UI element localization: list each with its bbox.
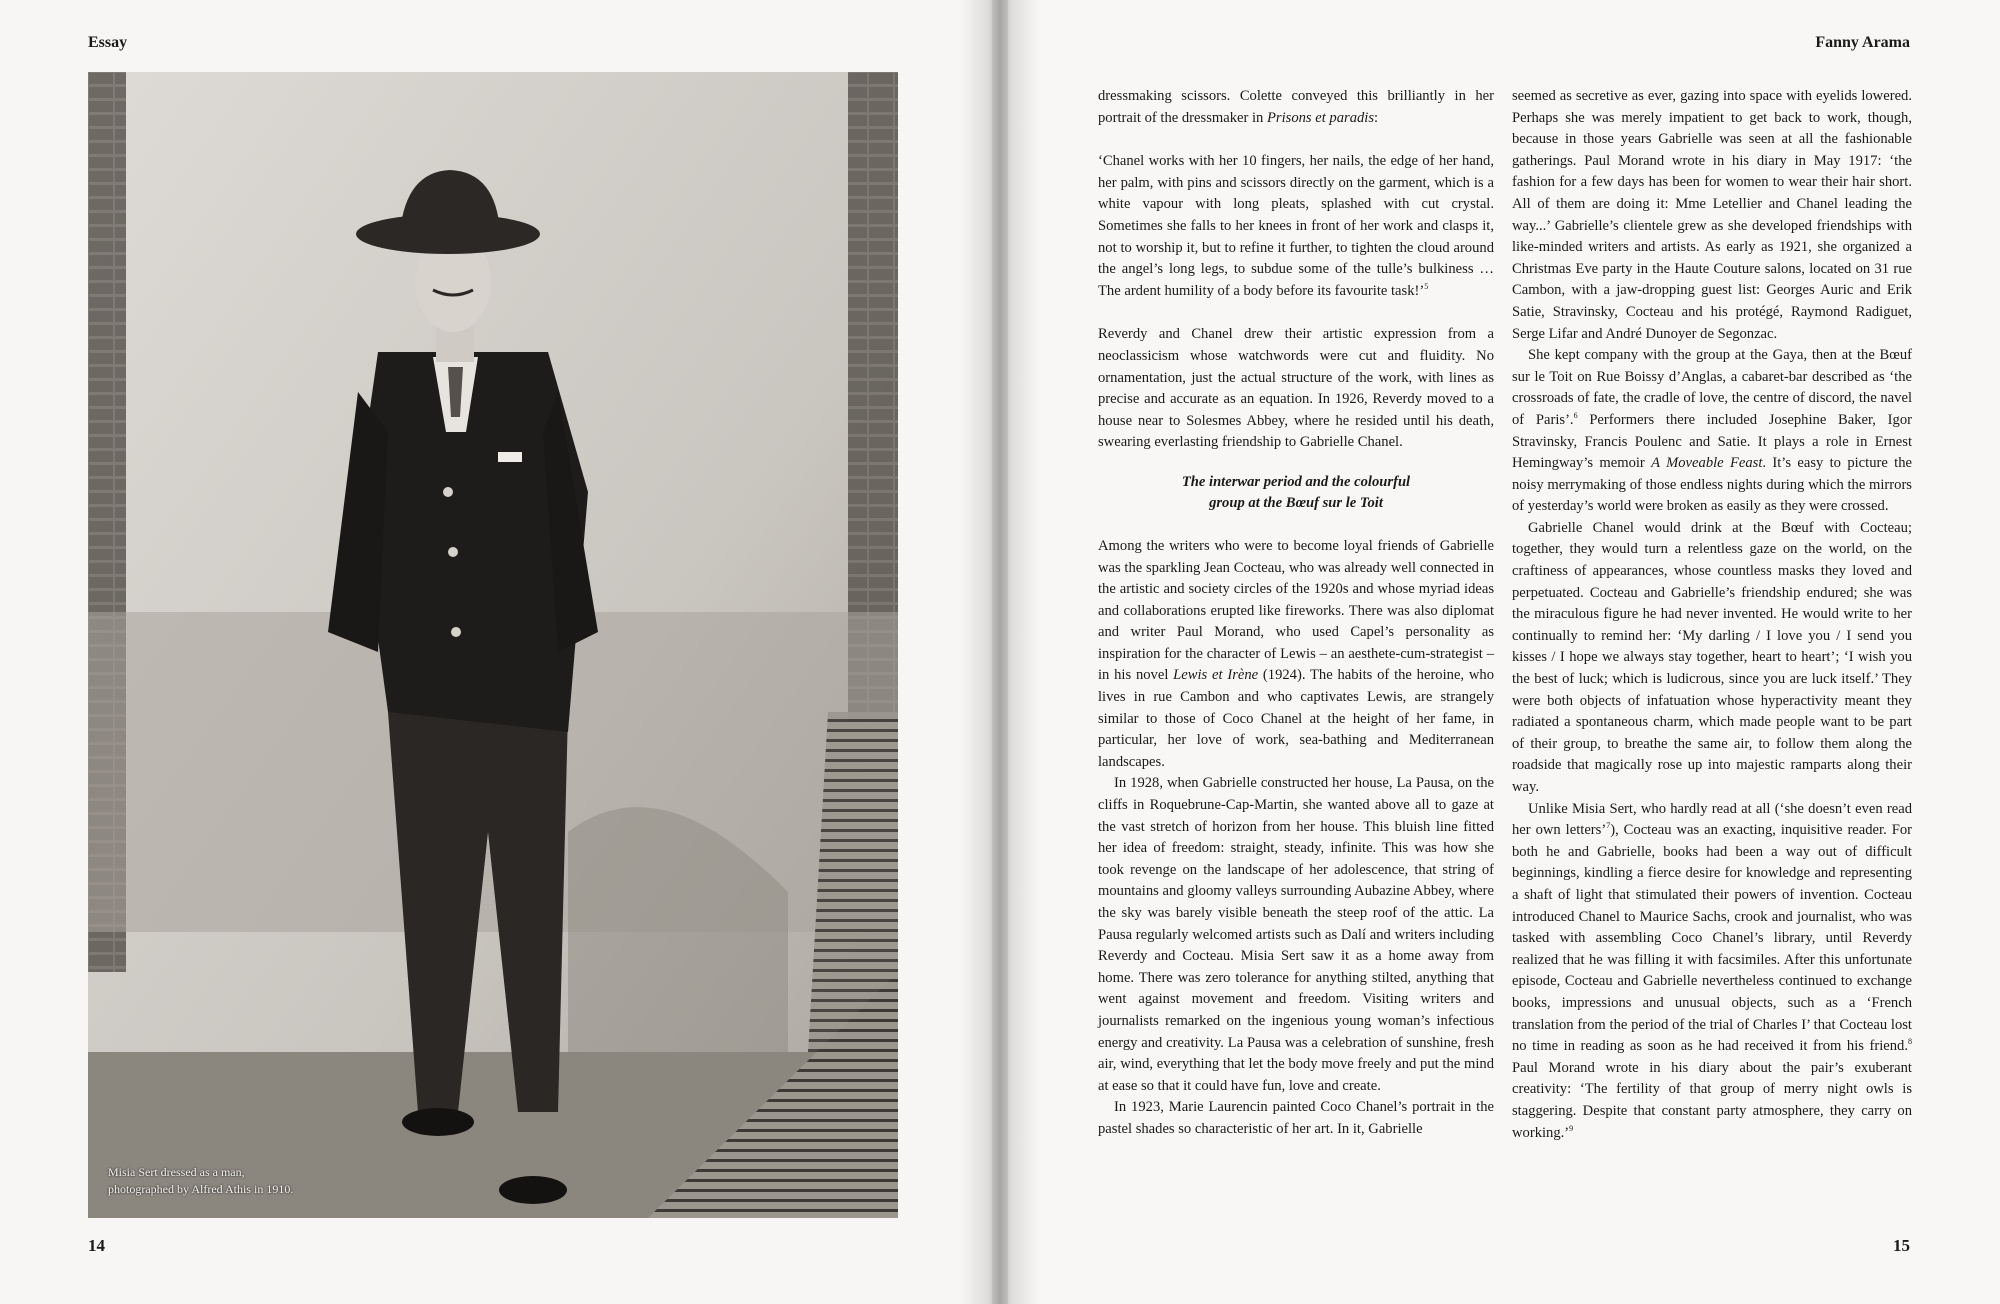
footnote-ref: 5 — [1424, 281, 1429, 291]
footnote-ref: 7 — [1606, 821, 1611, 831]
running-head-right: Fanny Arama — [1815, 34, 1910, 51]
paragraph: dressmaking scissors. Colette conveyed this brilliantly in her portrait of the dressmaker in Prisons et paradis: — [1098, 88, 1494, 126]
photograph-illustration — [88, 72, 898, 1218]
paragraph: In 1923, Marie Laurencin painted Coco Chanel’s portrait in the pastel shades so characteristic of her art. In it, Gabrielle — [1098, 1099, 1494, 1137]
footnote-ref: 6 — [1573, 411, 1578, 421]
footnote-ref: 8 — [1908, 1037, 1912, 1047]
page-number-right: 15 — [1893, 1236, 1910, 1255]
paragraph: Reverdy and Chanel drew their artistic expression from a neoclassicism whose watchwords were cut and fluidity. No ornamentation, just the actual structure of the work, with lines as precise and accurate as an equation. In 1926, Reverdy moved to a house near to Solesmes Abbey, where he resided until his death, swearing everlasting friendship to Gabrielle Chanel. — [1098, 326, 1494, 451]
text-column-1 — [1098, 86, 1494, 1141]
running-head-left: Essay — [88, 34, 128, 51]
section-subheading: The interwar period and the colourful group at the Bœuf sur le Toit — [1181, 473, 1411, 511]
paragraph: seemed as secretive as ever, gazing into space with eyelids lowered. Perhaps she was merely impatient to get back to work, though, because in those years Gabrielle was seen at all the fashionable gatherings. Paul Morand wrote in his diary in May 1917: ‘the fashion for a few days has been for women to wear their hair short. All of them are doing it: Mme Letellier and Chanel leading the way...’ Gabrielle’s clientele grew as she developed friendships with like-minded writers and artists. As early as 1921, she organized a Christmas Eve party in the Haute Couture salons, located on 31 rue Cambon, with a jaw-dropping guest list: Georges Auric and Erik Satie, Stravinsky, Cocteau and his protégé, Raymond Radiguet, Serge Lifar and André Dunoyer de Segonzac. — [1512, 88, 1912, 342]
photo-caption — [108, 1164, 348, 1198]
paragraph: Gabrielle Chanel would drink at the Bœuf with Cocteau; together, they would turn a relentless gaze on the world, on the craftiness of appearances, whose countless masks they loved and perpetuated. Cocteau and Gabrielle’s friendship endured; she was the miraculous figure he had never invented. He would write to her continually to remind her: ‘My darling / I love you / I send you kisses / I hope we always stay together, heart to heart’; ‘I wish you the best of luck; which is ludicrous, since you are luck itself.’ They were both objects of infatuation whose hyperactivity meant they radiated a spontaneous charm, which made people want to be part of their group, to breathe the same air, to follow them along the roadside that magically rose up into majestic ramparts along their way. — [1512, 519, 1912, 795]
left-page — [0, 0, 992, 1304]
footnote-ref: 9 — [1569, 1123, 1574, 1133]
page-number-left: 14 — [88, 1236, 105, 1255]
text-column-2 — [1512, 86, 1912, 1144]
photograph-misia-sert — [88, 72, 898, 1218]
paragraph: In 1928, when Gabrielle constructed her house, La Pausa, on the cliffs in Roquebrune-Cap-Martin, she wanted above all to gaze at the vast stretch of horizon from her house. This bluish line fitted her idea of freedom: straight, steady, infinite. This was how she took revenge on the landscape of her adolescence, that string of mountains and gloomy valleys surrounding Aubazine Abbey, where the sky was barely visible beneath the steep roof of the attic. La Pausa regularly welcomed artists such as Dalí and writers including Reverdy and Cocteau. Misia Sert saw it as a home away from home. There was zero tolerance for anything stilted, anything that went against movement and freedom. Visiting writers and journalists remarked on the ingenious young woman’s infectious energy and creativity. La Pausa was a celebration of sunshine, fresh air, wind, everything that let the body move freely and put the mind at ease so that it could have fun, love and create. — [1098, 775, 1494, 1094]
right-page — [1008, 0, 2000, 1304]
photo-caption-line1: Misia Sert dressed as a man, — [108, 1165, 245, 1179]
paragraph: Unlike Misia Sert, who hardly read at all (‘she doesn’t even read her own letters’$^7$), Cocteau was an exacting, inquisitive reader. For both he and Gabrielle, books had been a way out of difficult beginnings, kindling a fierce desire for knowledge and representing a shaft of light that stimulated their powers of invention. Cocteau introduced Chanel to Maurice Sachs, crook and journalist, who was tasked with assembling Coco Chanel’s library, until Reverdy realized that he was filling it with facsimiles. After this unfortunate episode, Cocteau and Gabrielle nevertheless continued to exchange books, impressions and unusual objects, such as a ‘French translation from the period of the trial of Charles I’ that Cocteau lost no time in reading as soon as he had received it from his friend.$^8$ Paul Morand wrote in his diary about the pair’s exuberant creativity: ‘The fertility of that group of merry night owls is staggering. Despite that constant party atmosphere, they carry on working.’$^9$ — [1512, 800, 1912, 1141]
block-quote: ‘Chanel works with her 10 fingers, her nails, the edge of her hand, her palm, with pins and scissors directly on the garment, which is a white vapour with long pleats, splashed with cut crystal. Sometimes she falls to her knees in front of her work and clasps it, not to worship it, but to refine it further, to tighten the cloud around the angel’s long legs, to subdue some of the tulle’s bulkiness … The ardent humility of a body before its favourite task!’$^5$ — [1098, 153, 1494, 299]
paragraph: She kept company with the group at the Gaya, then at the Bœuf sur le Toit on Rue Boissy d’Anglas, a cabaret-bar described as ‘the crossroads of fate, the cradle of love, the centre of discord, the navel of Paris’.$^6$ Performers there included Josephine Baker, Igor Stravinsky, Francis Poulenc and Satie. It plays a role in Ernest Hemingway’s memoir A Moveable Feast. It’s easy to picture the noisy merrymaking of those endless nights during which the mirrors of yesterday’s world were broken as easily as they were crossed. — [1512, 347, 1912, 515]
paragraph: Among the writers who were to become loyal friends of Gabrielle was the sparkling Jean Cocteau, who was already well connected in the artistic and society circles of the 1920s and whose myriad ideas and collaborations erupted like fireworks. There was also diplomat and writer Paul Morand, who used Capel’s personality as inspiration for the character of Lewis – an aesthete-cum-strategist – in his novel Lewis et Irène (1924). The habits of the heroine, who lives in rue Cambon and who captivates Lewis, are strangely similar to those of Coco Chanel at the height of her fame, in particular, her love of work, sea-bathing and Mediterranean landscapes. — [1098, 537, 1495, 770]
photo-caption-line2: photographed by Alfred Athis in 1910. — [108, 1182, 294, 1196]
